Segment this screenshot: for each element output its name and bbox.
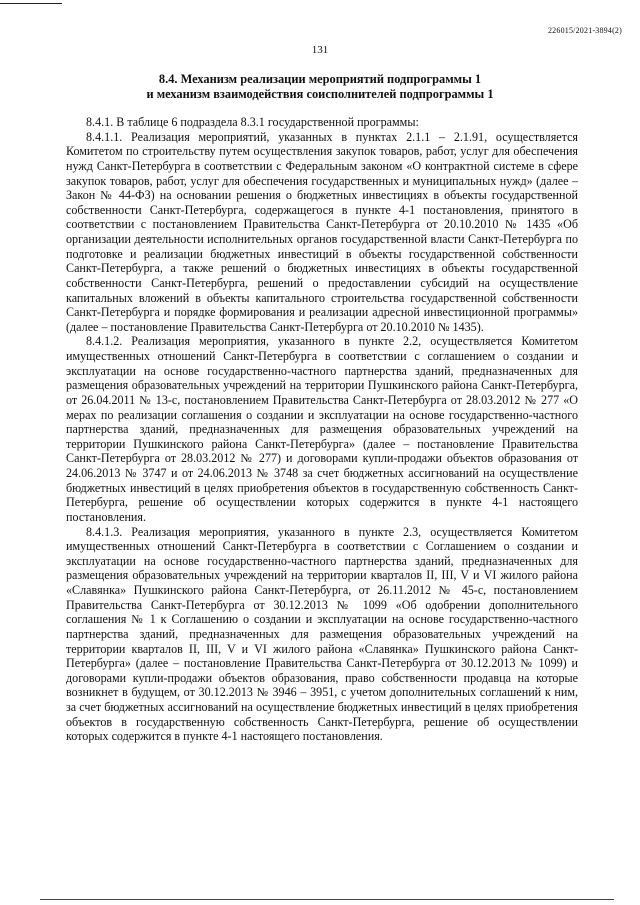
document-body (66, 115, 578, 744)
paragraph-8-4-1-3: 8.4.1.3. Реализация мероприятия, указанного в пункте 2.3, осуществляется Комитетом имущественных отношений Санкт-Петербурга в соответствии с Соглашением о создании и эксплуатации на основе государственно-частного партнерства зданий, предназначенных для размещения образовательных учреждений на территории кварталов II, III, V и VI жилого района «Славянка» Пушкинского района Санкт-Петербурга, от 26.11.2012 № 45-с, постановлением Правительства Санкт-Петербурга от 30.12.2013 № 1099 «Об одобрении дополнительного соглашения № 1 к Соглашению о создании и эксплуатации на основе государственно-частного партнерства зданий, предназначенных для размещения образовательных учреждений на территории кварталов II, III, V и VI жилого района «Славянка» Пушкинского района Санкт-Петербурга» (далее – постановление Правительства Санкт-Петербурга от 30.12.2013 № 1099) и договорами купли-продажи объектов образования, право собственности продавца на которые возникнет в будущем, от 30.12.2013 № 3946 – 3951, с учетом дополнительных соглашений к ним, за счет бюджетных ассигнований на осуществление бюджетных инвестиций в целях приобретения объектов в государственную собственность Санкт-Петербурга, решение об осуществлении которых содержится в пункте 4-1 настоящего постановления. (66, 524, 578, 744)
section-heading (60, 72, 580, 101)
top-rule (0, 3, 62, 4)
bottom-rule (40, 899, 614, 900)
paragraph-8-4-1: 8.4.1. В таблице 6 подраздела 8.3.1 государственной программы: (86, 115, 419, 129)
paragraph-8-4-1-1: 8.4.1.1. Реализация мероприятий, указанных в пунктах 2.1.1 – 2.1.91, осуществляется Комитетом по строительству путем осуществления закупок товаров, работ, услуг для обеспечения нужд Санкт-Петербурга в соответствии с Федеральным законом «О контрактной системе в сфере закупок товаров, работ, услуг для обеспечения государственных и муниципальных нужд» (далее – Закон № 44-ФЗ) на основании решения о бюджетных инвестициях в объекты государственной собственности Санкт-Петербурга, содержащегося в пункте 4-1 постановления, принятого в соответствии с постановлением Правительства Санкт-Петербурга от 20.10.2010 № 1435 «Об организации деятельности исполнительных органов государственной власти Санкт-Петербурга по подготовке и реализации бюджетных инвестиций в объекты государственной собственности Санкт-Петербурга, а также решений о бюджетных инвестициях в объекты государственной собственности Санкт-Петербурга, решений о предоставлении субсидий на осуществление капитальных вложений в объекты капитального строительства государственной собственности Санкт-Петербурга и порядке формирования и реализации адресной инвестиционной программы» (далее – постановление Правительства Санкт-Петербурга от 20.10.2010 № 1435). (66, 129, 578, 334)
section-title-line-1: 8.4. Механизм реализации мероприятий подпрограммы 1 (158, 72, 482, 86)
section-title-line-2: и механизм взаимодействия соисполнителей подпрограммы 1 (146, 86, 494, 101)
page-number: 131 (311, 44, 329, 56)
document-number: 226015/2021-3894(2) (547, 26, 622, 35)
paragraph-8-4-1-2: 8.4.1.2. Реализация мероприятия, указанного в пункте 2.2, осуществляется Комитетом имущественных отношений Санкт-Петербурга в соответствии с соглашением о создании и эксплуатации на основе государственно-частного партнерства зданий, предназначенных для размещения образовательных учреждений на территории Пушкинского района Санкт-Петербурга, от 26.04.2011 № 13-с, постановлением Правительства Санкт-Петербурга от 28.03.2012 № 277 «О мерах по реализации соглашения о создании и эксплуатации на основе государственно-частного партнерства зданий, предназначенных для размещения образовательных учреждений на территории Пушкинского района Санкт-Петербурга» (далее – постановление Правительства Санкт-Петербурга от 28.03.2012 № 277) и договорами купли-продажи объектов образования от 24.06.2013 № 3747 и от 24.06.2013 № 3748 за счет бюджетных ассигнований на осуществление бюджетных инвестиций в целях приобретения объектов в государственную собственность Санкт-Петербурга, решение об осуществлении которых содержится в пункте 4-1 настоящего постановления. (66, 334, 578, 524)
